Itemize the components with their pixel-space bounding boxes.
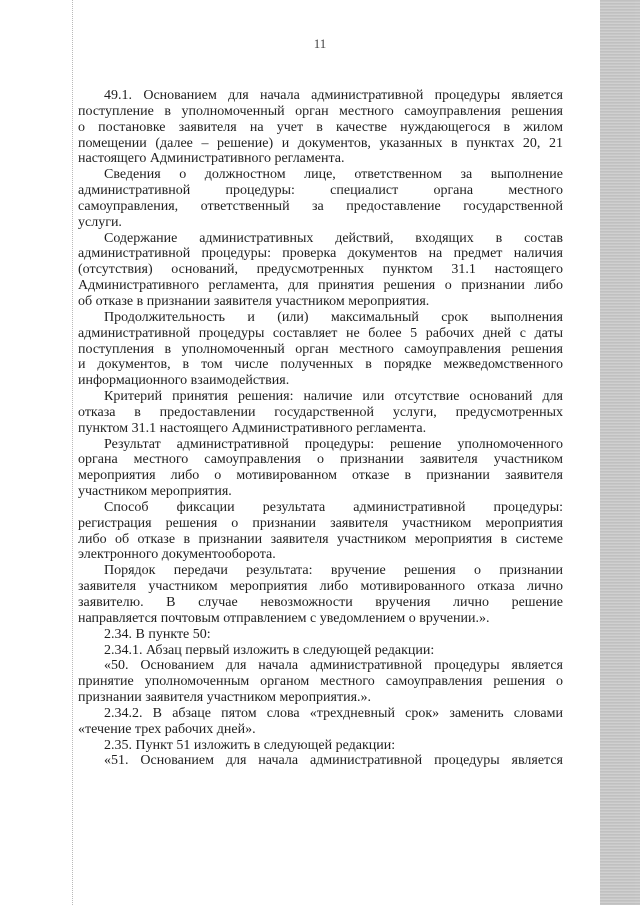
- text-line: признании заявителя участником мероприятия.».: [78, 690, 372, 706]
- text-line: 2.34. В пункте 50:: [104, 626, 211, 642]
- text-line: отказа в предоставлении государственной услуги, предусмотренных: [78, 404, 563, 420]
- text-line: Критерий принятия решения: наличие или отсутствие оснований для: [104, 389, 563, 405]
- text-line: заявителю. В случае невозможности вручения лично решение: [78, 595, 563, 610]
- scan-edge-strip: [594, 0, 640, 905]
- text-line: органа местного самоуправления о признании заявителя участником: [78, 452, 563, 468]
- text-line: Способ фиксации результата административной процедуры:: [104, 499, 563, 515]
- text-line: 2.34.2. В абзаце пятом слова «трехдневный срок» заменить словами: [104, 705, 563, 721]
- text-line: пунктом 31.1 настоящего Административного регламента.: [78, 420, 427, 436]
- text-line: Порядок передачи результата: вручение решения о признании: [104, 563, 563, 579]
- text-line: поступление в уполномоченный орган местного самоуправления решения: [78, 103, 563, 119]
- text-line: Административного регламента, для принятия решения о признании либо: [78, 278, 563, 294]
- text-line: Продолжительность и (или) максимальный срок выполнения: [104, 309, 563, 325]
- text-line: административной процедуры составляет не более 5 рабочих дней с даты: [78, 325, 563, 341]
- text-line: услуги.: [78, 214, 122, 230]
- text-line: Результат административной процедуры: решение уполномоченного: [104, 436, 563, 452]
- text-line: административной процедуры: специалист органа местного: [78, 183, 563, 199]
- text-line: регистрация решения о признании заявителя участником мероприятия: [78, 515, 563, 531]
- text-line: поступления в уполномоченный орган местного самоуправления решения: [78, 341, 563, 357]
- text-line: информационного взаимодействия.: [78, 373, 290, 389]
- text-line: принятие уполномоченным органом местного самоуправления решения о: [78, 674, 563, 690]
- text-line: заявителя участником мероприятия либо мотивированного отказа лично: [78, 579, 563, 595]
- text-line: настоящего Административного регламента.: [78, 151, 345, 167]
- text-line: «течение трех рабочих дней».: [78, 721, 256, 737]
- text-line: Сведения о должностном лице, ответственном за выполнение: [104, 167, 563, 183]
- text-line: 49.1. Основанием для начала административной процедуры является: [104, 88, 563, 103]
- text-line: «51. Основанием для начала административной процедуры является: [104, 753, 563, 769]
- text-line: 2.35. Пункт 51 изложить в следующей редакции:: [104, 737, 396, 753]
- text-line: электронного документооборота.: [78, 547, 276, 563]
- text-line: «50. Основанием для начала административной процедуры является: [104, 658, 563, 674]
- text-line: о постановке заявителя на учет в качестве нуждающегося в жилом: [78, 119, 563, 135]
- page-number: 11: [313, 36, 327, 51]
- text-line: административной процедуры: проверка документов на предмет наличия: [78, 246, 563, 262]
- text-line: либо об отказе в признании заявителя участником мероприятия в системе: [78, 531, 563, 547]
- text-line: участником мероприятия.: [78, 484, 232, 500]
- text-line: (отсутствия) оснований, предусмотренных пунктом 31.1 настоящего: [78, 262, 563, 278]
- text-line: направляется почтовым отправлением с уведомлением о вручении.».: [78, 610, 490, 626]
- text-line: об отказе в признании заявителя участником мероприятия.: [78, 293, 430, 309]
- text-line: 2.34.1. Абзац первый изложить в следующей редакции:: [104, 642, 435, 658]
- text-line: самоуправления, ответственный за предоставление государственной: [78, 198, 563, 214]
- text-line: помещении (далее – решение) и документов, указанных в пунктах 20, 21: [78, 135, 563, 151]
- margin-rule: [72, 0, 73, 905]
- text-line: Содержание административных действий, входящих в состав: [104, 230, 563, 246]
- text-line: и документов, в том числе полученных в порядке межведомственного: [78, 357, 563, 373]
- document-body: [78, 88, 563, 769]
- text-line: мероприятия либо о мотивированном отказе в признании заявителя: [78, 468, 563, 484]
